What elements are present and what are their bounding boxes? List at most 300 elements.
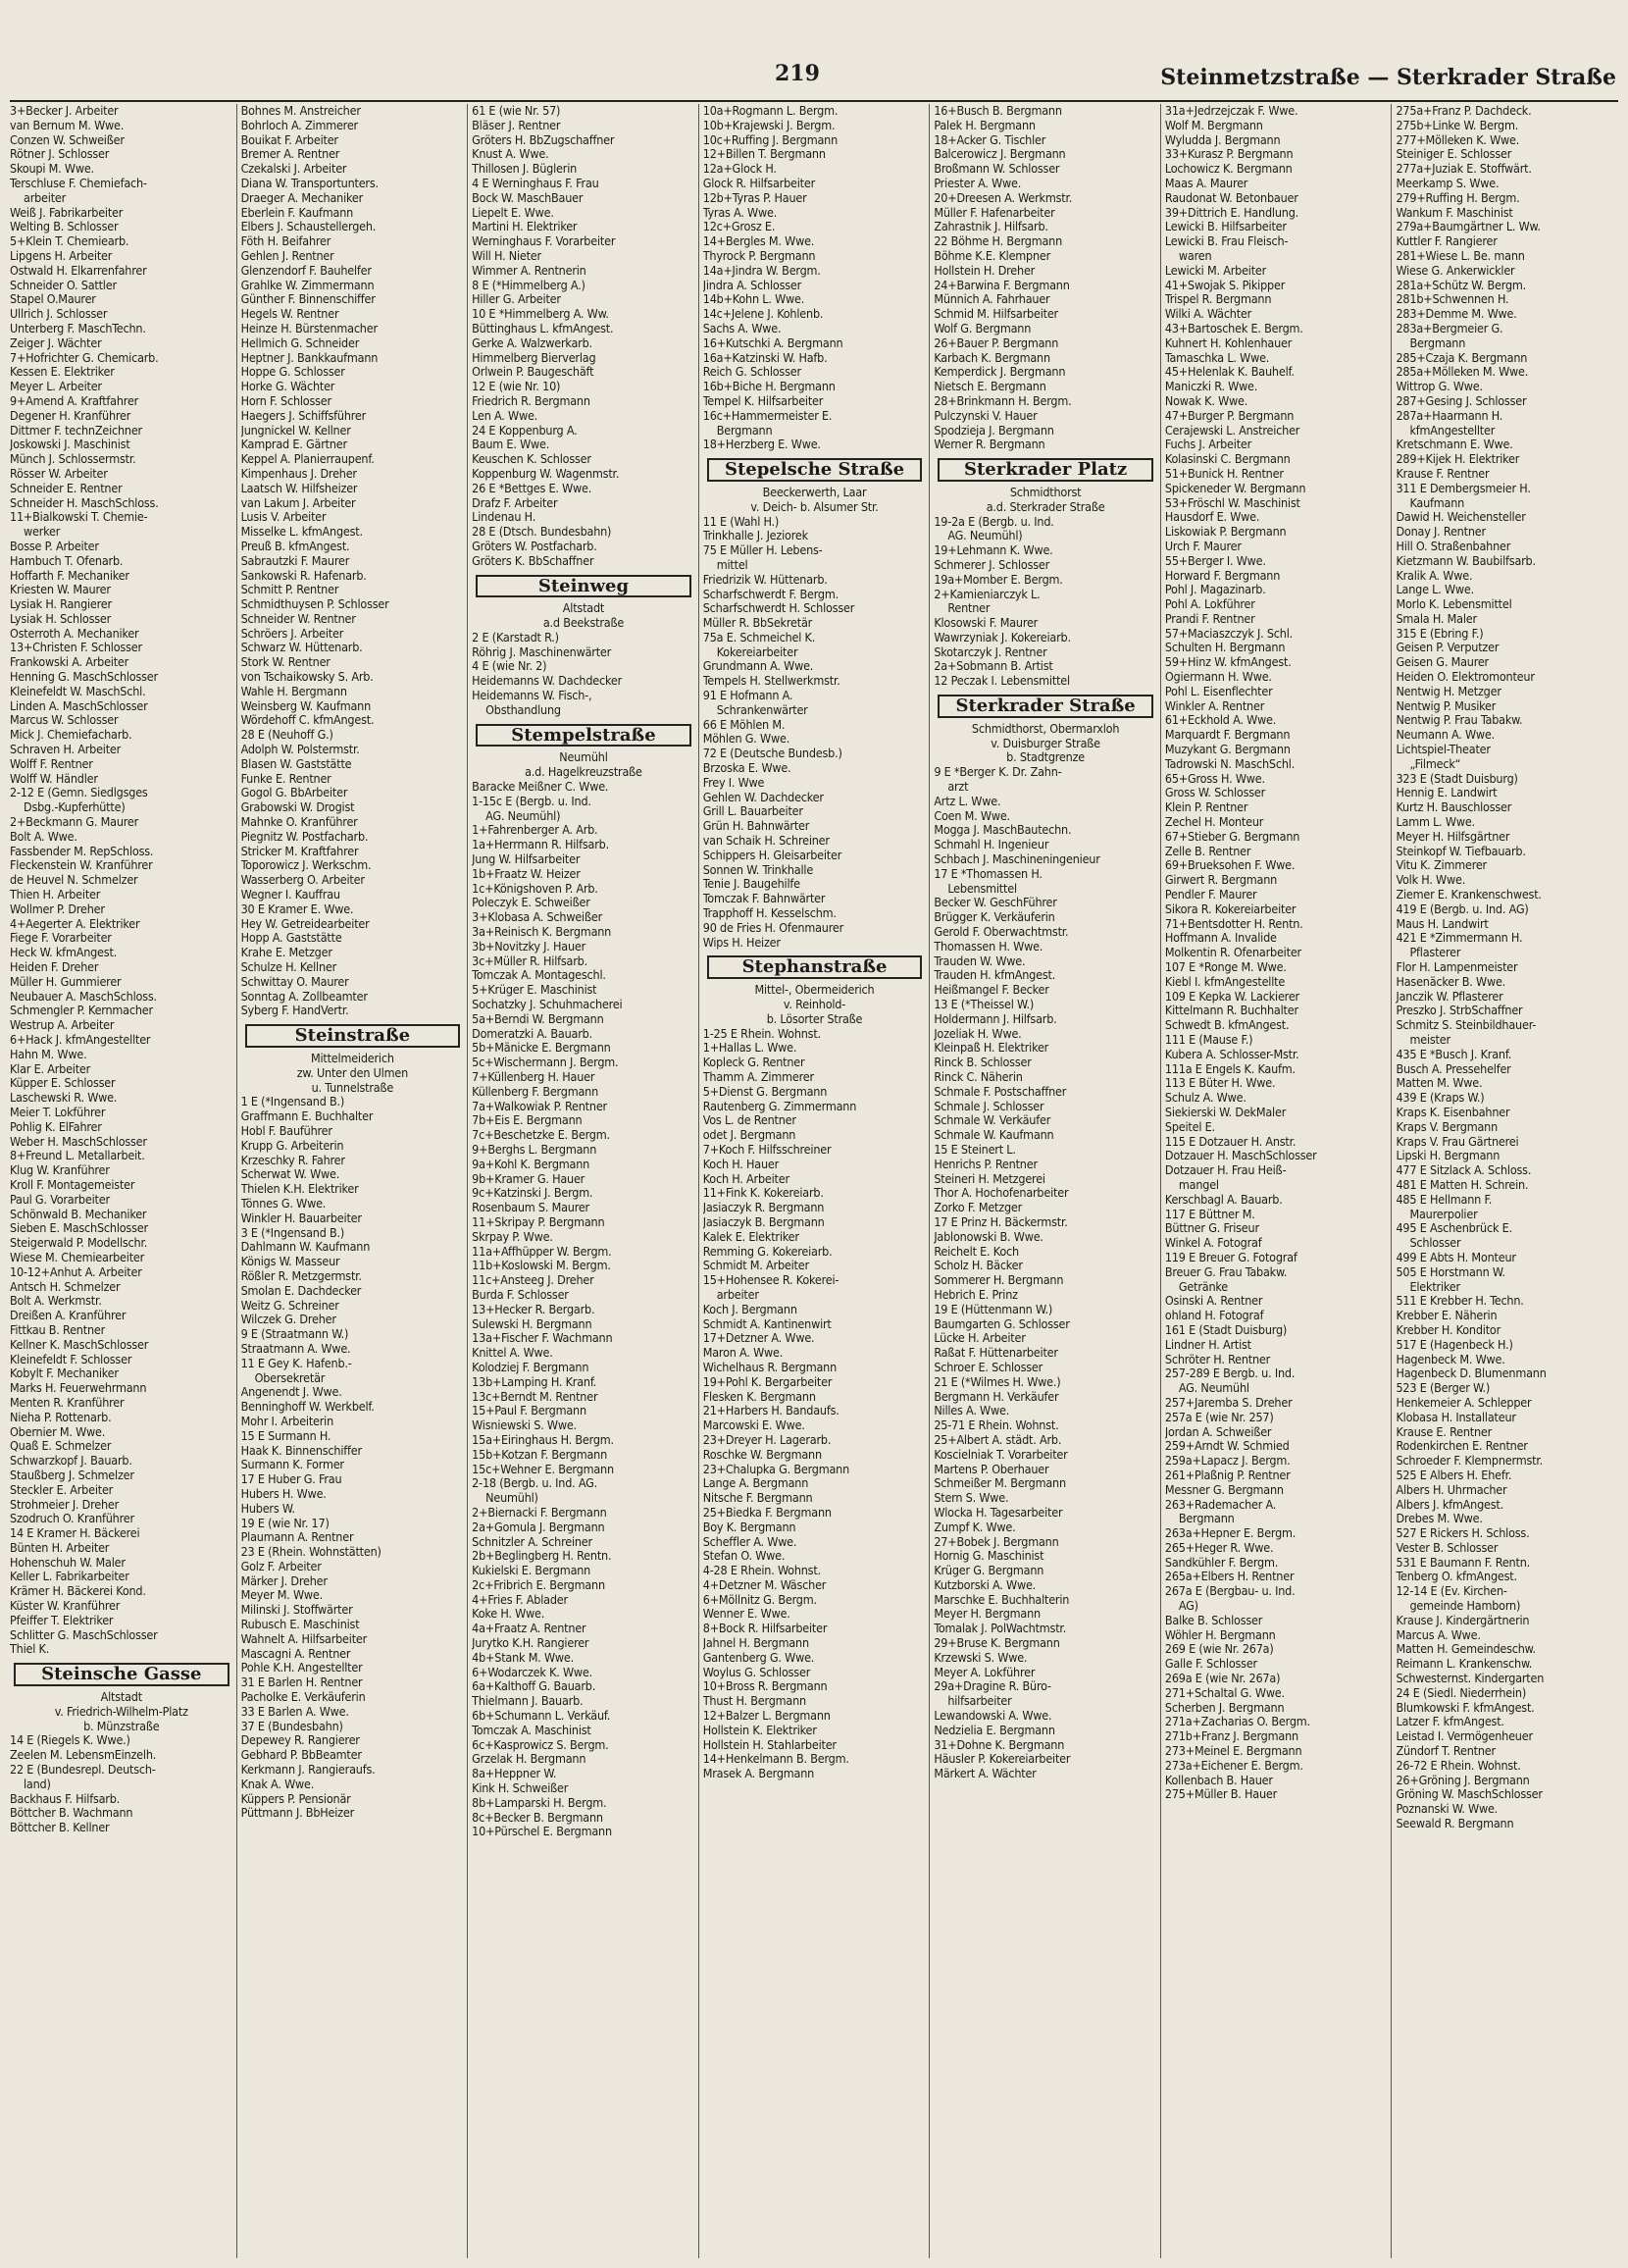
entry-continuation: Kokereiarbeiter	[716, 644, 798, 659]
directory-entry: 511 E Krebber H. Techn.	[1396, 1294, 1524, 1309]
directory-entry: Wittrop G. Wwe.	[1396, 380, 1483, 394]
directory-entry: Skoupi M. Wwe.	[10, 162, 94, 177]
directory-entry: Volk H. Wwe.	[1396, 873, 1466, 888]
directory-entry: Hollstein H. Stahlarbeiter	[702, 1737, 837, 1752]
directory-entry: 9a+Kohl K. Bergmann	[472, 1157, 590, 1171]
entry-continuation: arbeiter	[716, 1287, 759, 1302]
directory-entry: Ogiermann H. Wwe.	[1164, 670, 1272, 685]
directory-entry: 57+Maciaszczyk J. Schl.	[1164, 626, 1294, 641]
directory-entry: Kraps V. Frau Gärtnerei	[1396, 1134, 1519, 1149]
directory-entry: Thor A. Hochofenarbeiter	[934, 1186, 1069, 1201]
directory-entry: Böttcher B. Wachmann	[10, 1806, 133, 1821]
directory-entry: Kubera A. Schlosser-Mstr.	[1164, 1047, 1299, 1061]
directory-entry: van Schaik H. Schreiner	[702, 834, 830, 849]
directory-entry: Graffmann E. Buchhalter	[240, 1109, 374, 1124]
directory-entry: Krebber H. Konditor	[1396, 1322, 1501, 1337]
directory-entry: 7b+Eis E. Bergmann	[472, 1113, 583, 1128]
directory-entry: Küster W. Kranführer	[10, 1599, 121, 1614]
directory-entry: Obernier M. Wwe.	[10, 1424, 106, 1439]
directory-entry: Grahlke W. Zimmermann	[240, 278, 375, 292]
directory-entry: Hagenbeck D. Blumenmann	[1396, 1366, 1547, 1381]
directory-entry: Thielmann J. Bauarb.	[472, 1694, 584, 1709]
directory-entry: Tomalak J. PolWachtmstr.	[934, 1622, 1067, 1636]
directory-entry: Leistad I. Vermögenheuer	[1396, 1729, 1533, 1744]
directory-entry: Zündorf T. Rentner	[1396, 1744, 1496, 1759]
directory-entry: 273+Meinel E. Bergmann	[1164, 1744, 1302, 1759]
directory-entry: 3c+Müller R. Hilfsarb.	[472, 954, 587, 968]
directory-entry: Skotarczyk J. Rentner	[934, 644, 1047, 659]
directory-entry: Weiß J. Fabrikarbeiter	[10, 205, 124, 220]
directory-entry: Heinze H. Bürstenmacher	[240, 321, 378, 335]
directory-entry: 15 E Steinert L.	[934, 1142, 1016, 1157]
entry-continuation: Schrankenwärter	[716, 702, 808, 717]
directory-entry: 2+Beckmann G. Maurer	[10, 815, 139, 830]
directory-entry: Wawrzyniak J. Kokereiarb.	[934, 630, 1071, 644]
directory-entry: Häusler P. Kokereiarbeiter	[934, 1752, 1071, 1767]
directory-entry: 12c+Grosz E.	[702, 220, 776, 234]
directory-entry: Lysiak H. Rangierer	[10, 597, 112, 612]
directory-entry: 9 E (Straatmann W.)	[240, 1327, 349, 1342]
directory-entry: 1b+Fraatz W. Heizer	[472, 866, 581, 881]
directory-entry: 2a+Sobmann B. Artist	[934, 659, 1053, 674]
directory-entry: Rötner J. Schlosser	[10, 147, 110, 162]
directory-entry: Menten R. Kranführer	[10, 1395, 125, 1410]
directory-entry: Galle F. Schlosser	[1164, 1657, 1257, 1672]
directory-entry: 90 de Fries H. Ofenmaurer	[702, 920, 844, 935]
directory-entry: Mick J. Chemiefacharb.	[10, 728, 132, 743]
directory-entry: Tenberg O. kfmAngest.	[1396, 1570, 1517, 1584]
directory-entry: 19+Pohl K. Bergarbeiter	[702, 1374, 833, 1389]
directory-entry: Hambuch T. Ofenarb.	[10, 553, 124, 568]
directory-entry: Gröters K. BbSchaffner	[472, 553, 594, 568]
street-note: v. Deich- b. Alsumer Str.	[750, 499, 879, 514]
entry-continuation: AG)	[1178, 1599, 1198, 1614]
directory-entry: Henrichs P. Rentner	[934, 1157, 1038, 1171]
directory-entry: Becker W. GeschFührer	[934, 896, 1057, 910]
directory-entry: Tadrowski N. MaschSchl.	[1164, 756, 1296, 771]
directory-entry: Henning G. MaschSchlosser	[10, 670, 158, 685]
directory-entry: Schwesternst. Kindergarten	[1396, 1672, 1545, 1686]
directory-entry: Poznanski W. Wwe.	[1396, 1802, 1499, 1817]
directory-entry: Trauden H. kfmAngest.	[934, 968, 1056, 983]
directory-entry: Glock R. Hilfsarbeiter	[702, 176, 815, 190]
directory-entry: Krause F. Rentner	[1396, 466, 1490, 481]
directory-entry: Toporowicz J. Werkschm.	[240, 858, 372, 873]
directory-entry: Domeratzki A. Bauarb.	[472, 1026, 592, 1041]
directory-entry: Heidemanns W. Dachdecker	[472, 674, 623, 689]
directory-entry: Meyer H. Hilfsgärtner	[1396, 829, 1510, 844]
street-heading: Sterkrader Platz	[938, 458, 1153, 482]
directory-entry: Steineri H. Metzgerei	[934, 1171, 1045, 1186]
directory-entry: 75 E Müller H. Lebens-	[702, 543, 823, 558]
directory-entry: Kraps V. Bergmann	[1396, 1119, 1499, 1134]
directory-entry: Neubauer A. MaschSchloss.	[10, 989, 157, 1004]
directory-entry: Pohl L. Eisenflechter	[1164, 684, 1273, 698]
directory-entry: Thien H. Arbeiter	[10, 888, 101, 902]
directory-entry: 119 E Breuer G. Fotograf	[1164, 1250, 1297, 1264]
directory-entry: 257-289 E Bergb. u. Ind.	[1164, 1366, 1296, 1381]
directory-entry: Neumann A. Wwe.	[1396, 728, 1496, 743]
directory-entry: 12a+Glock H.	[702, 162, 777, 177]
directory-entry: 271+Schaltal G. Wwe.	[1164, 1685, 1285, 1700]
directory-entry: Krahe E. Metzger	[240, 946, 332, 960]
directory-entry: 263a+Hepner E. Bergm.	[1164, 1526, 1297, 1541]
directory-entry: Poleczyk E. Schweißer	[472, 896, 590, 910]
directory-entry: 14 E (Riegels K. Wwe.)	[10, 1733, 130, 1748]
directory-entry: Kamprad E. Gärtner	[240, 438, 347, 452]
directory-entry: Nentwig P. Musiker	[1396, 698, 1497, 713]
directory-entry: Will H. Nieter	[472, 248, 541, 263]
directory-entry: Boy K. Bergmann	[702, 1520, 796, 1534]
directory-entry: Roschke W. Bergmann	[702, 1447, 822, 1462]
directory-entry: Pacholke E. Verkäuferin	[240, 1690, 366, 1705]
directory-entry: 4a+Fraatz A. Rentner	[472, 1622, 586, 1636]
entry-continuation: Elektriker	[1409, 1279, 1460, 1294]
directory-entry: 30 E Kramer E. Wwe.	[240, 902, 354, 916]
directory-entry: 269a E (wie Nr. 267a)	[1164, 1672, 1281, 1686]
directory-entry: Bouikat F. Arbeiter	[240, 132, 338, 147]
directory-entry: 18+Acker G. Tischler	[934, 132, 1046, 147]
directory-entry: 4b+Stank M. Wwe.	[472, 1650, 574, 1665]
directory-entry: ohland H. Fotograf	[1164, 1309, 1264, 1323]
directory-entry: 72 E (Deutsche Bundesb.)	[702, 747, 842, 761]
street-note: v. Duisburger Straße	[991, 736, 1100, 750]
directory-entry: Hagenbeck M. Wwe.	[1396, 1352, 1505, 1366]
directory-entry: 523 E (Berger W.)	[1396, 1381, 1491, 1396]
directory-entry: Wenner E. Wwe.	[702, 1607, 790, 1622]
directory-entry: Schnitzler A. Schreiner	[472, 1534, 592, 1549]
directory-entry: 1a+Herrmann R. Hilfsarb.	[472, 838, 609, 852]
directory-entry: Stern S. Wwe.	[934, 1491, 1009, 1506]
street-note: b. Stadtgrenze	[1006, 750, 1086, 765]
directory-entry: Lindenau H.	[472, 510, 536, 525]
directory-entry: Hobl F. Bauführer	[240, 1123, 332, 1138]
entry-continuation: Bergmann	[716, 423, 773, 438]
directory-entry: Sommerer H. Bergmann	[934, 1273, 1064, 1288]
directory-entry: Fuchs J. Arbeiter	[1164, 438, 1252, 452]
directory-entry: Tamaschka L. Wwe.	[1164, 350, 1270, 365]
directory-entry: 10-12+Anhut A. Arbeiter	[10, 1264, 142, 1279]
directory-entry: Heiden F. Dreher	[10, 960, 99, 975]
directory-entry: 7+Hofrichter G. Chemicarb.	[10, 350, 159, 365]
directory-entry: Thiel K.	[10, 1642, 50, 1657]
directory-entry: Kiebl I. kfmAngestellte	[1164, 974, 1286, 989]
directory-entry: Dahlmann W. Kaufmann	[240, 1240, 371, 1255]
directory-entry: Meyer L. Arbeiter	[10, 380, 102, 394]
directory-entry: 23 E (Rhein. Wohnstätten)	[240, 1545, 382, 1560]
directory-entry: Broßmann W. Schlosser	[934, 162, 1060, 177]
directory-entry: 265a+Elbers H. Rentner	[1164, 1570, 1295, 1584]
directory-entry: Kink H. Schweißer	[472, 1781, 569, 1796]
directory-entry: 1-15c E (Bergb. u. Ind.	[472, 794, 591, 808]
directory-entry: 435 E *Busch J. Kranf.	[1396, 1047, 1512, 1061]
directory-entry: Palek H. Bergmann	[934, 118, 1036, 132]
directory-entry: Trispel R. Bergmann	[1164, 292, 1272, 307]
directory-entry: Schönwald B. Mechaniker	[10, 1207, 147, 1221]
directory-entry: 33 E Barlen A. Wwe.	[240, 1704, 349, 1719]
directory-entry: Schneider H. MaschSchloss.	[10, 495, 159, 510]
directory-entry: Heiden O. Elektromonteur	[1396, 670, 1535, 685]
directory-entry: Klar E. Arbeiter	[10, 1061, 91, 1076]
directory-entry: Lichtspiel-Theater	[1396, 743, 1491, 757]
directory-entry: Busch A. Pressehelfer	[1396, 1061, 1511, 1076]
directory-entry: Lusis V. Arbeiter	[240, 510, 327, 525]
directory-entry: 23+Chalupka G. Bergmann	[702, 1462, 850, 1476]
directory-entry: Kleinpaß H. Elektriker	[934, 1041, 1049, 1056]
directory-entry: Wasserberg O. Arbeiter	[240, 873, 365, 888]
directory-entry: Steckler E. Arbeiter	[10, 1482, 114, 1497]
directory-entry: 7c+Beschetzke E. Bergm.	[472, 1128, 610, 1143]
directory-entry: von Tschaikowsky S. Arb.	[240, 670, 374, 685]
directory-entry: Raudonat W. Betonbauer	[1164, 190, 1298, 205]
directory-entry: Krebber E. Näherin	[1396, 1309, 1498, 1323]
directory-entry: Kroll F. Montagemeister	[10, 1177, 135, 1192]
directory-entry: Kimpenhaus J. Dreher	[240, 466, 357, 481]
directory-entry: Lange A. Bergmann	[702, 1476, 809, 1491]
directory-entry: Wördehoff C. kfmAngest.	[240, 713, 375, 728]
directory-entry: Himmelberg Bierverlag	[472, 350, 596, 365]
directory-entry: Dawid H. Weichensteller	[1396, 510, 1526, 525]
directory-entry: 25+Albert A. städt. Arb.	[934, 1432, 1062, 1447]
directory-entry: 67+Stieber G. Bergmann	[1164, 829, 1300, 844]
directory-entry: Gebhard P. BbBeamter	[240, 1748, 362, 1763]
directory-entry: Scheffler A. Wwe.	[702, 1534, 797, 1549]
directory-entry: Kutzborski A. Wwe.	[934, 1577, 1037, 1592]
directory-entry: Trapphoff H. Kesselschm.	[702, 906, 837, 921]
directory-entry: Skrpay P. Wwe.	[472, 1229, 553, 1244]
directory-entry: 2+Biernacki F. Bergmann	[472, 1505, 607, 1520]
directory-entry: Krämer H. Bäckerei Kond.	[10, 1584, 146, 1599]
street-note: zw. Unter den Ulmen	[296, 1065, 409, 1080]
directory-entry: Pohl A. Lokführer	[1164, 597, 1255, 612]
column-7	[1392, 104, 1622, 2258]
directory-entry: Wankum F. Maschinist	[1396, 205, 1513, 220]
directory-entry: Zorko F. Metzger	[934, 1201, 1023, 1215]
directory-entry: 8+Freund L. Metallarbeit.	[10, 1149, 145, 1163]
directory-entry: Maas A. Maurer	[1164, 176, 1248, 190]
directory-entry: Preuß B. kfmAngest.	[240, 539, 350, 553]
entry-continuation: arzt	[947, 780, 969, 795]
directory-entry: Dotzauer H. MaschSchlosser	[1164, 1149, 1317, 1163]
page-header	[0, 57, 1628, 104]
directory-entry: 5+Dienst G. Bergmann	[702, 1084, 828, 1099]
directory-entry: Reich G. Schlosser	[702, 365, 801, 380]
directory-entry: 14b+Kohn L. Wwe.	[702, 292, 805, 307]
directory-entry: 6+Möllnitz G. Bergm.	[702, 1592, 817, 1607]
directory-entry: Marcus W. Schlosser	[10, 713, 119, 728]
directory-entry: 11a+Affhüpper W. Bergm.	[472, 1244, 612, 1259]
directory-entry: Nentwig P. Frau Tabakw.	[1396, 713, 1523, 728]
directory-entry: 2+Kamieniarczyk L.	[934, 587, 1041, 601]
directory-entry: Marcowski E. Wwe.	[702, 1418, 805, 1433]
entry-continuation: Bergmann	[1409, 335, 1466, 350]
directory-entry: Thillosen J. Büglerin	[472, 162, 578, 177]
directory-entry: Smolan E. Dachdecker	[240, 1283, 362, 1298]
directory-entry: 24 E Koppenburg A.	[472, 423, 578, 438]
directory-entry: Klein P. Rentner	[1164, 800, 1248, 815]
directory-entry: Girwert R. Bergmann	[1164, 873, 1278, 888]
directory-entry: van Bernum M. Wwe.	[10, 118, 125, 132]
directory-entry: 12b+Tyras P. Hauer	[702, 190, 807, 205]
directory-entry: Küpper E. Schlosser	[10, 1076, 116, 1091]
directory-entry: Wolff W. Händler	[10, 771, 98, 786]
directory-entry: Welting B. Schlosser	[10, 220, 119, 234]
directory-entry: 14c+Jelene J. Kohlenb.	[702, 307, 824, 322]
directory-entry: Hasenäcker B. Wwe.	[1396, 974, 1506, 989]
directory-entry: Sieben E. MaschSchlosser	[10, 1221, 148, 1236]
directory-entry: Winkler A. Rentner	[1164, 698, 1265, 713]
directory-entry: Tomczak F. Bahnwärter	[702, 892, 826, 906]
directory-entry: Nietsch E. Bergmann	[934, 380, 1046, 394]
directory-entry: Grzelak H. Bergmann	[472, 1752, 586, 1767]
directory-entry: Schulten H. Bergmann	[1164, 641, 1286, 655]
directory-entry: Heck W. kfmAngest.	[10, 946, 118, 960]
directory-entry: 13a+Fischer F. Wachmann	[472, 1331, 613, 1346]
directory-entry: Koscielniak T. Vorarbeiter	[934, 1447, 1068, 1462]
directory-entry: Wollmer P. Dreher	[10, 902, 105, 916]
directory-entry: Pulczynski V. Hauer	[934, 408, 1038, 423]
directory-entry: Rautenberg G. Zimmermann	[702, 1099, 857, 1113]
directory-entry: Jungnickel W. Kellner	[240, 423, 351, 438]
directory-entry: 17 E Huber G. Frau	[240, 1472, 342, 1487]
directory-entry: Pendler F. Maurer	[1164, 888, 1257, 902]
directory-entry: Mrasek A. Bergmann	[702, 1767, 815, 1781]
directory-entry: Albers H. Uhrmacher	[1396, 1482, 1507, 1497]
directory-entry: Baracke Meißner C. Wwe.	[472, 780, 609, 795]
directory-entry: 13+Christen F. Schlosser	[10, 641, 142, 655]
directory-entry: Priester A. Wwe.	[934, 176, 1022, 190]
directory-entry: Wimmer A. Rentnerin	[472, 263, 586, 278]
entry-continuation: Kaufmann	[1409, 495, 1465, 510]
directory-entry: Flesken K. Bergmann	[702, 1389, 816, 1404]
directory-entry: Schwedt B. kfmAngest.	[1164, 1018, 1290, 1033]
directory-entry: Glenzendorf F. Bauhelfer	[240, 263, 372, 278]
directory-entry: Friedrizik W. Hüttenarb.	[702, 572, 828, 587]
directory-entry: Schbach J. Maschineningenieur	[934, 852, 1100, 867]
directory-entry: 531 E Baumann F. Rentn.	[1396, 1555, 1530, 1570]
directory-entry: Tönnes G. Wwe.	[240, 1196, 327, 1211]
directory-entry: Dotzauer H. Frau Heiß-	[1164, 1163, 1287, 1178]
directory-entry: Hebrich E. Prinz	[934, 1287, 1018, 1302]
directory-entry: 17+Detzner A. Wwe.	[702, 1331, 815, 1346]
directory-entry: Hubers H. Wwe.	[240, 1486, 327, 1501]
directory-entry: Lindner H. Artist	[1164, 1337, 1251, 1352]
directory-entry: Thamm A. Zimmerer	[702, 1070, 814, 1084]
running-title: Steinmetzstraße — Sterkrader Straße	[1160, 65, 1616, 90]
directory-entry: 20+Dreesen A. Werkmstr.	[934, 190, 1073, 205]
directory-entry: Föth H. Beifahrer	[240, 234, 331, 249]
directory-entry: 8 E (*Himmelberg A.)	[472, 278, 585, 292]
directory-entry: 287a+Haarmann H.	[1396, 408, 1503, 423]
directory-entry: Hubers W.	[240, 1501, 295, 1516]
directory-entry: Degener H. Kranführer	[10, 408, 131, 423]
directory-entry: Jindra A. Schlosser	[702, 278, 802, 292]
directory-entry: Tyras A. Wwe.	[702, 205, 778, 220]
directory-entry: Geisen P. Verputzer	[1396, 641, 1500, 655]
directory-entry: Tempels H. Stellwerkmstr.	[702, 674, 840, 689]
directory-entry: Czekalski J. Arbeiter	[240, 162, 347, 177]
directory-entry: 66 E Möhlen M.	[702, 717, 786, 732]
directory-entry: Staußberg J. Schmelzer	[10, 1468, 134, 1482]
directory-entry: 261+Plaßnig P. Rentner	[1164, 1468, 1291, 1482]
directory-entry: 75a E. Schmeichel K.	[702, 630, 816, 644]
directory-entry: Janczik W. Pflasterer	[1396, 989, 1503, 1004]
directory-entry: 65+Gross H. Wwe.	[1164, 771, 1265, 786]
directory-entry: Backhaus F. Hilfsarb.	[10, 1791, 121, 1806]
directory-entry: Schmale J. Schlosser	[934, 1099, 1044, 1113]
directory-entry: Thyrock P. Bergmann	[702, 248, 816, 263]
directory-entry: Schmale F. Postschaffner	[934, 1084, 1067, 1099]
directory-entry: Kurtz H. Bauschlosser	[1396, 800, 1512, 815]
directory-entry: Knust A. Wwe.	[472, 147, 549, 162]
directory-entry: Hollstein K. Elektriker	[702, 1723, 817, 1737]
directory-entry: Golz F. Arbeiter	[240, 1559, 322, 1573]
directory-entry: 21 E (*Wilmes H. Wwe.)	[934, 1374, 1061, 1389]
directory-entry: 275b+Linke W. Bergm.	[1396, 118, 1519, 132]
directory-entry: 5b+Mänicke E. Bergmann	[472, 1041, 611, 1056]
directory-entry: Horward F. Bergmann	[1164, 568, 1281, 583]
directory-entry: 161 E (Stadt Duisburg)	[1164, 1322, 1288, 1337]
directory-entry: Büttinghaus L. kfmAngest.	[472, 321, 614, 335]
directory-entry: 281a+Schütz W. Bergm.	[1396, 278, 1527, 292]
directory-entry: Keuschen K. Schlosser	[472, 452, 591, 467]
directory-entry: Meyer A. Lokführer	[934, 1665, 1036, 1679]
directory-entry: 25-71 E Rhein. Wohnst.	[934, 1418, 1059, 1433]
directory-entry: Lipgens H. Arbeiter	[10, 248, 113, 263]
directory-entry: Rosenbaum S. Maurer	[472, 1201, 589, 1215]
entry-continuation: Rentner	[947, 601, 991, 616]
directory-entry: Sankowski R. Hafenarb.	[240, 568, 367, 583]
directory-entry: Martens P. Oberhauer	[934, 1462, 1049, 1476]
directory-entry: Tenie J. Baugehilfe	[702, 877, 800, 892]
directory-entry: Martini H. Elektriker	[472, 220, 578, 234]
directory-entry: 27+Bobek J. Bergmann	[934, 1534, 1059, 1549]
directory-entry: Horke G. Wächter	[240, 380, 335, 394]
directory-entry: 2-12 E (Gemn. Siedlgsges	[10, 786, 148, 800]
directory-entry: Strohmeier J. Dreher	[10, 1497, 120, 1512]
directory-entry: Matten H. Gemeindeschw.	[1396, 1642, 1536, 1657]
directory-entry: 26 E *Bettges E. Wwe.	[472, 481, 592, 495]
directory-entry: 10c+Ruffing J. Bergmann	[702, 132, 839, 147]
directory-entry: Piegnitz W. Postfacharb.	[240, 829, 369, 844]
directory-entry: Grün H. Bahnwärter	[702, 819, 810, 834]
directory-entry: Winkel A. Fotograf	[1164, 1236, 1262, 1251]
directory-entry: Bremer A. Rentner	[240, 147, 340, 162]
directory-entry: Preszko J. StrbSchaffner	[1396, 1004, 1523, 1018]
directory-entry: 6+Wodarczek K. Wwe.	[472, 1665, 592, 1679]
directory-entry: Mogga J. MaschBautechn.	[934, 823, 1072, 838]
directory-entry: 22 Böhme H. Bergmann	[934, 234, 1063, 249]
entry-continuation: „Filmeck“	[1409, 756, 1461, 771]
directory-entry: 31 E Barlen H. Rentner	[240, 1675, 363, 1690]
directory-entry: Wlocka H. Tagesarbeiter	[934, 1505, 1063, 1520]
directory-entry: 26+Gröning J. Bergmann	[1396, 1773, 1530, 1787]
directory-entry: Terschluse F. Chemiefach-	[10, 176, 147, 190]
entry-continuation: Lebensmittel	[947, 881, 1017, 896]
directory-entry: 1c+Königshoven P. Arb.	[472, 881, 598, 896]
directory-entry: Mohr I. Arbeiterin	[240, 1414, 334, 1428]
directory-entry: Reichelt E. Koch	[934, 1244, 1019, 1259]
directory-entry: 12+Balzer L. Bergmann	[702, 1709, 831, 1724]
directory-entry: Stapel O.Maurer	[10, 292, 96, 307]
directory-entry: Ziemer E. Krankenschwest.	[1396, 888, 1542, 902]
directory-entry: Schwarz W. Hüttenarb.	[240, 641, 363, 655]
directory-entry: 19 E (wie Nr. 17)	[240, 1516, 330, 1530]
column-5	[930, 104, 1161, 2258]
directory-entry: Hoffmann A. Invalide	[1164, 931, 1277, 946]
directory-entry: 477 E Sitzlack A. Schloss.	[1396, 1163, 1532, 1178]
directory-entry: 19a+Momber E. Bergm.	[934, 572, 1063, 587]
